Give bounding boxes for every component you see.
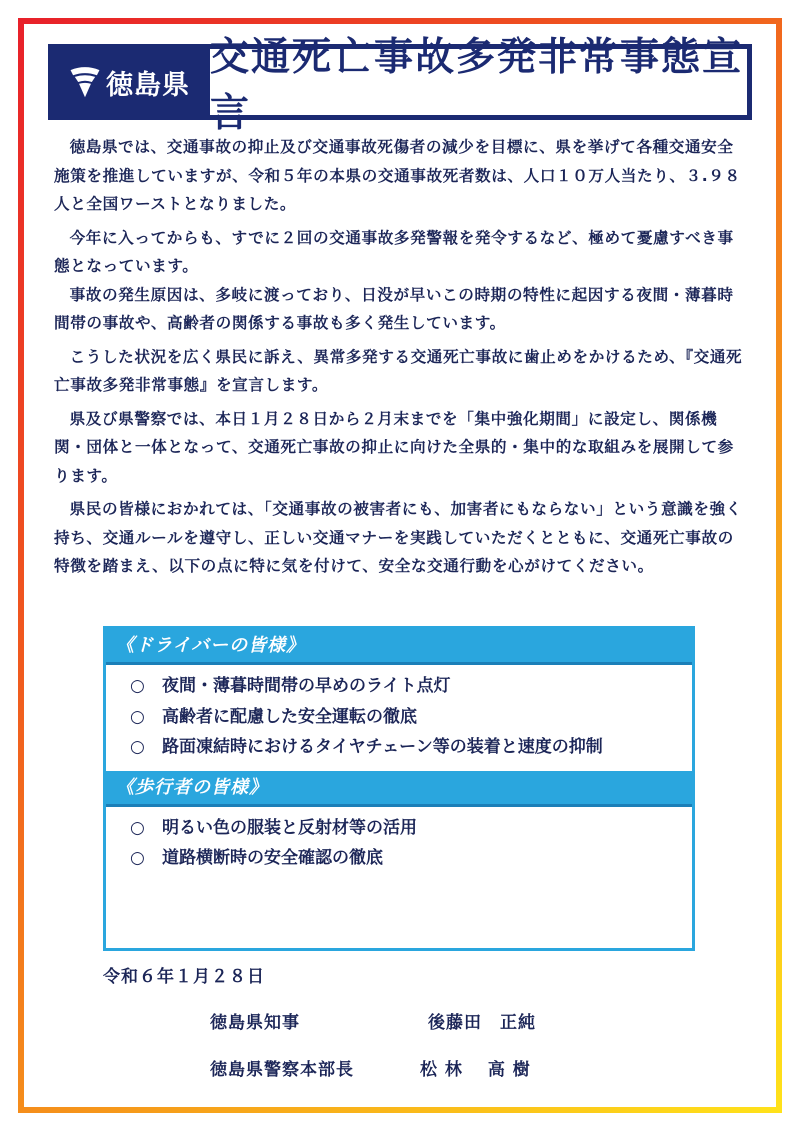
prefecture-box (48, 44, 210, 120)
body-paragraph: 今年に入ってからも、すでに２回の交通事故多発警報を発令するなど、極めて憂慮すべき事態となっています。 (54, 228, 734, 275)
circle-bullet-icon: ○ (130, 817, 145, 838)
body-paragraph: 徳島県では、交通事故の抑止及び交通事故死傷者の減少を目標に、県を挙げて各種交通安全施策を推進していますが、令和５年の本県の交通事故死者数は、人口１０万人当たり、３.９８人と全国ワーストとなりました。 (54, 138, 741, 213)
circle-bullet-icon: ○ (130, 737, 145, 757)
drivers-list (106, 665, 692, 771)
pedestrians-heading: 《歩行者の皆様》 (106, 771, 692, 807)
prefecture-name: 徳島県 (106, 69, 190, 101)
list-item (130, 813, 692, 844)
circle-bullet-icon: ○ (130, 848, 145, 868)
list-item-text: 夜間・薄暮時間帯の早めのライト点灯 (162, 676, 451, 696)
list-item (130, 843, 692, 874)
circle-bullet-icon: ○ (130, 676, 145, 696)
declaration-body (54, 133, 748, 586)
body-paragraph: 事故の発生原因は、多岐に渡っており、日没が早いこの時期の特性に起因する夜間・薄暮時間帯の事故や、高齢者の関係する事故も多く発生しています。 (54, 285, 734, 332)
body-paragraph: こうした状況を広く県民に訴え、異常多発する交通死亡事故に歯止めをかけるため、『交通死亡事故多発非常事態』を宣言します。 (54, 347, 743, 394)
circle-bullet-icon: ○ (130, 706, 145, 727)
list-item (130, 671, 692, 702)
page-title: 交通死亡事故多発非常事態宣言 (210, 35, 744, 136)
body-paragraph: 県及び県警察では、本日１月２８日から２月末までを「集中強化期間」に設定し、関係機関・団体と一体となって、交通死亡事故の抑止に向けた全県的・集中的な取組みを展開して参ります。 (54, 409, 734, 485)
pedestrians-list (106, 807, 692, 882)
list-item (130, 732, 692, 763)
declaration-date: 令和６年１月２８日 (103, 967, 265, 987)
tokushima-emblem-icon (68, 65, 102, 99)
body-paragraph: 県民の皆様におかれては、「交通事故の被害者にも、加害者にもならない」という意識を強く持ち、交通ルールを遵守し、正しい交通マナーを実践していただくとともに、交通死亡事故の特徴を踏まえ、以下の点に特に気を付けて、安全な交通行動を心がけてください。 (54, 500, 742, 575)
list-item-text: 道路横断時の安全確認の徹底 (162, 848, 383, 868)
signer2-name: 松 林 高 樹 (420, 1060, 531, 1080)
signer2-title: 徳島県警察本部長 (210, 1060, 354, 1080)
header-banner (48, 35, 752, 136)
declaration-title-box (210, 35, 747, 136)
signer1-name: 後藤田 正純 (428, 1013, 536, 1033)
list-item-text: 路面凍結時におけるタイヤチェーン等の装着と速度の抑制 (162, 737, 603, 757)
list-item (130, 702, 692, 733)
list-item-text: 明るい色の服装と反射材等の活用 (162, 817, 417, 838)
drivers-heading: 《ドライバーの皆様》 (106, 629, 692, 665)
list-item-text: 高齢者に配慮した安全運転の徹底 (162, 706, 417, 727)
signer1-title: 徳島県知事 (210, 1013, 300, 1033)
safety-points-box (103, 626, 695, 951)
